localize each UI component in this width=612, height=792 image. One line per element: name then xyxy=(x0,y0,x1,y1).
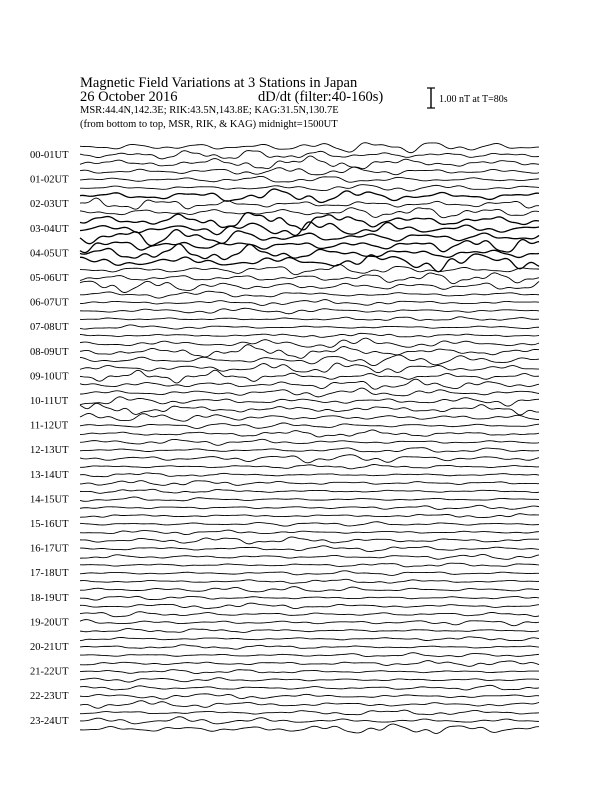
row-label: 09-10UT xyxy=(30,371,69,383)
row-label: 04-05UT xyxy=(30,248,69,260)
trace-msr xyxy=(80,530,539,534)
trace-msr xyxy=(80,603,539,609)
trace-rik xyxy=(80,151,539,159)
trace-msr xyxy=(80,455,539,463)
row-label: 14-15UT xyxy=(30,494,69,506)
trace-rik xyxy=(80,325,539,329)
trace-kag xyxy=(80,388,539,397)
row-12-13UT xyxy=(30,439,539,462)
row-label: 06-07UT xyxy=(30,297,69,309)
trace-kag xyxy=(80,167,539,175)
trace-msr xyxy=(80,430,539,437)
trace-kag xyxy=(80,563,539,567)
trace-rik xyxy=(80,176,539,182)
row-label: 07-08UT xyxy=(30,322,69,334)
trace-kag xyxy=(80,464,539,468)
scale-bar xyxy=(427,88,508,108)
trace-msr xyxy=(80,481,539,486)
row-label: 12-13UT xyxy=(30,445,69,457)
row-label: 19-20UT xyxy=(30,617,69,629)
row-label: 08-09UT xyxy=(30,346,69,358)
trace-msr xyxy=(80,403,539,415)
row-21-22UT xyxy=(30,661,539,682)
row-label: 23-24UT xyxy=(30,715,69,727)
row-00-01UT xyxy=(30,143,539,169)
trace-kag xyxy=(80,240,539,253)
trace-kag xyxy=(80,537,539,544)
chart-quantity: dD/dt (filter:40-160s) xyxy=(258,89,384,105)
trace-msr xyxy=(80,379,539,389)
row-06-07UT xyxy=(30,291,539,314)
trace-kag xyxy=(80,637,539,641)
scale-bar-label: 1.00 nT at T=80s xyxy=(439,94,508,105)
row-label: 15-16UT xyxy=(30,519,69,530)
row-01-02UT xyxy=(30,167,539,191)
chart-header xyxy=(80,75,508,130)
trace-msr xyxy=(80,281,539,292)
chart-title: Magnetic Field Variations at 3 Stations in Japan xyxy=(80,75,358,91)
trace-rik xyxy=(80,497,539,501)
trace-msr xyxy=(80,308,539,313)
trace-kag xyxy=(80,264,539,274)
row-label: 17-18UT xyxy=(30,568,69,580)
row-08-09UT xyxy=(30,338,539,365)
trace-rik xyxy=(80,198,539,209)
trace-msr xyxy=(80,724,539,733)
trace-msr xyxy=(80,554,539,559)
trace-kag xyxy=(80,291,539,298)
row-15-16UT xyxy=(30,514,539,535)
trace-rik xyxy=(80,571,539,576)
trace-rik xyxy=(80,546,539,552)
trace-rik xyxy=(80,670,539,674)
row-23-24UT xyxy=(30,710,539,733)
hourly-rows xyxy=(30,143,539,734)
row-label: 21-22UT xyxy=(30,666,69,678)
row-label: 13-14UT xyxy=(30,469,69,481)
trace-kag xyxy=(80,363,539,373)
row-11-12UT xyxy=(30,413,539,437)
trace-msr xyxy=(80,156,539,169)
row-18-19UT xyxy=(30,587,539,609)
row-label: 03-04UT xyxy=(30,223,69,235)
trace-msr xyxy=(80,333,539,337)
row-label: 00-01UT xyxy=(30,150,69,161)
row-22-23UT xyxy=(30,685,539,708)
trace-msr xyxy=(80,701,539,708)
row-02-03UT xyxy=(30,189,539,218)
trace-kag xyxy=(80,413,539,421)
trace-kag xyxy=(80,213,539,230)
trace-msr xyxy=(80,505,539,509)
trace-rik xyxy=(80,448,539,452)
row-label: 02-03UT xyxy=(30,199,69,211)
row-05-06UT xyxy=(30,264,539,292)
row-14-15UT xyxy=(30,489,539,509)
row-10-11UT xyxy=(30,388,539,415)
trace-kag xyxy=(80,143,539,153)
row-label: 22-23UT xyxy=(30,691,69,703)
trace-rik xyxy=(80,717,539,724)
row-20-21UT xyxy=(30,637,539,657)
row-09-10UT xyxy=(30,363,539,389)
trace-rik xyxy=(80,620,539,626)
trace-rik xyxy=(80,694,539,699)
row-label: 11-12UT xyxy=(30,420,69,432)
row-label: 05-06UT xyxy=(30,273,69,284)
trace-kag xyxy=(80,587,539,592)
row-19-20UT xyxy=(30,612,539,633)
trace-msr xyxy=(80,579,539,583)
trace-rik xyxy=(80,645,539,649)
trace-kag xyxy=(80,514,539,518)
trace-msr xyxy=(80,185,539,191)
chart-date: 26 October 2016 xyxy=(80,89,178,105)
trace-msr xyxy=(80,629,539,633)
station-coordinates: MSR:44.4N,142.3E; RIK:43.5N,143.8E; KAG:31.5N,130.7E xyxy=(80,105,339,116)
row-label: 16-17UT xyxy=(30,543,69,555)
trace-kag xyxy=(80,685,539,690)
trace-kag xyxy=(80,661,539,667)
row-17-18UT xyxy=(30,563,539,583)
trace-rik xyxy=(80,370,539,383)
trace-kag xyxy=(80,317,539,321)
row-07-08UT xyxy=(30,317,539,338)
trace-kag xyxy=(80,710,539,715)
trace-kag xyxy=(80,439,539,445)
trace-rik xyxy=(80,596,539,600)
trace-msr xyxy=(80,653,539,657)
trace-rik xyxy=(80,423,539,428)
trace-rik xyxy=(80,473,539,477)
row-16-17UT xyxy=(30,537,539,559)
trace-msr xyxy=(80,678,539,682)
row-04-05UT xyxy=(30,240,539,272)
trace-rik xyxy=(80,522,539,526)
row-label: 10-11UT xyxy=(30,396,69,407)
row-label: 20-21UT xyxy=(30,642,69,653)
trace-msr xyxy=(80,355,539,366)
trace-kag xyxy=(80,489,539,493)
trace-rik xyxy=(80,397,539,406)
trace-rik xyxy=(80,300,539,306)
trace-kag xyxy=(80,338,539,347)
row-03-04UT xyxy=(30,213,539,246)
station-order-note: (from bottom to top, MSR, RIK, & KAG) midnight=1500UT xyxy=(80,119,338,130)
trace-rik xyxy=(80,273,539,284)
row-label: 01-02UT xyxy=(30,174,69,186)
row-label: 18-19UT xyxy=(30,592,69,604)
trace-msr xyxy=(80,208,539,218)
trace-kag xyxy=(80,612,539,617)
row-13-14UT xyxy=(30,464,539,485)
